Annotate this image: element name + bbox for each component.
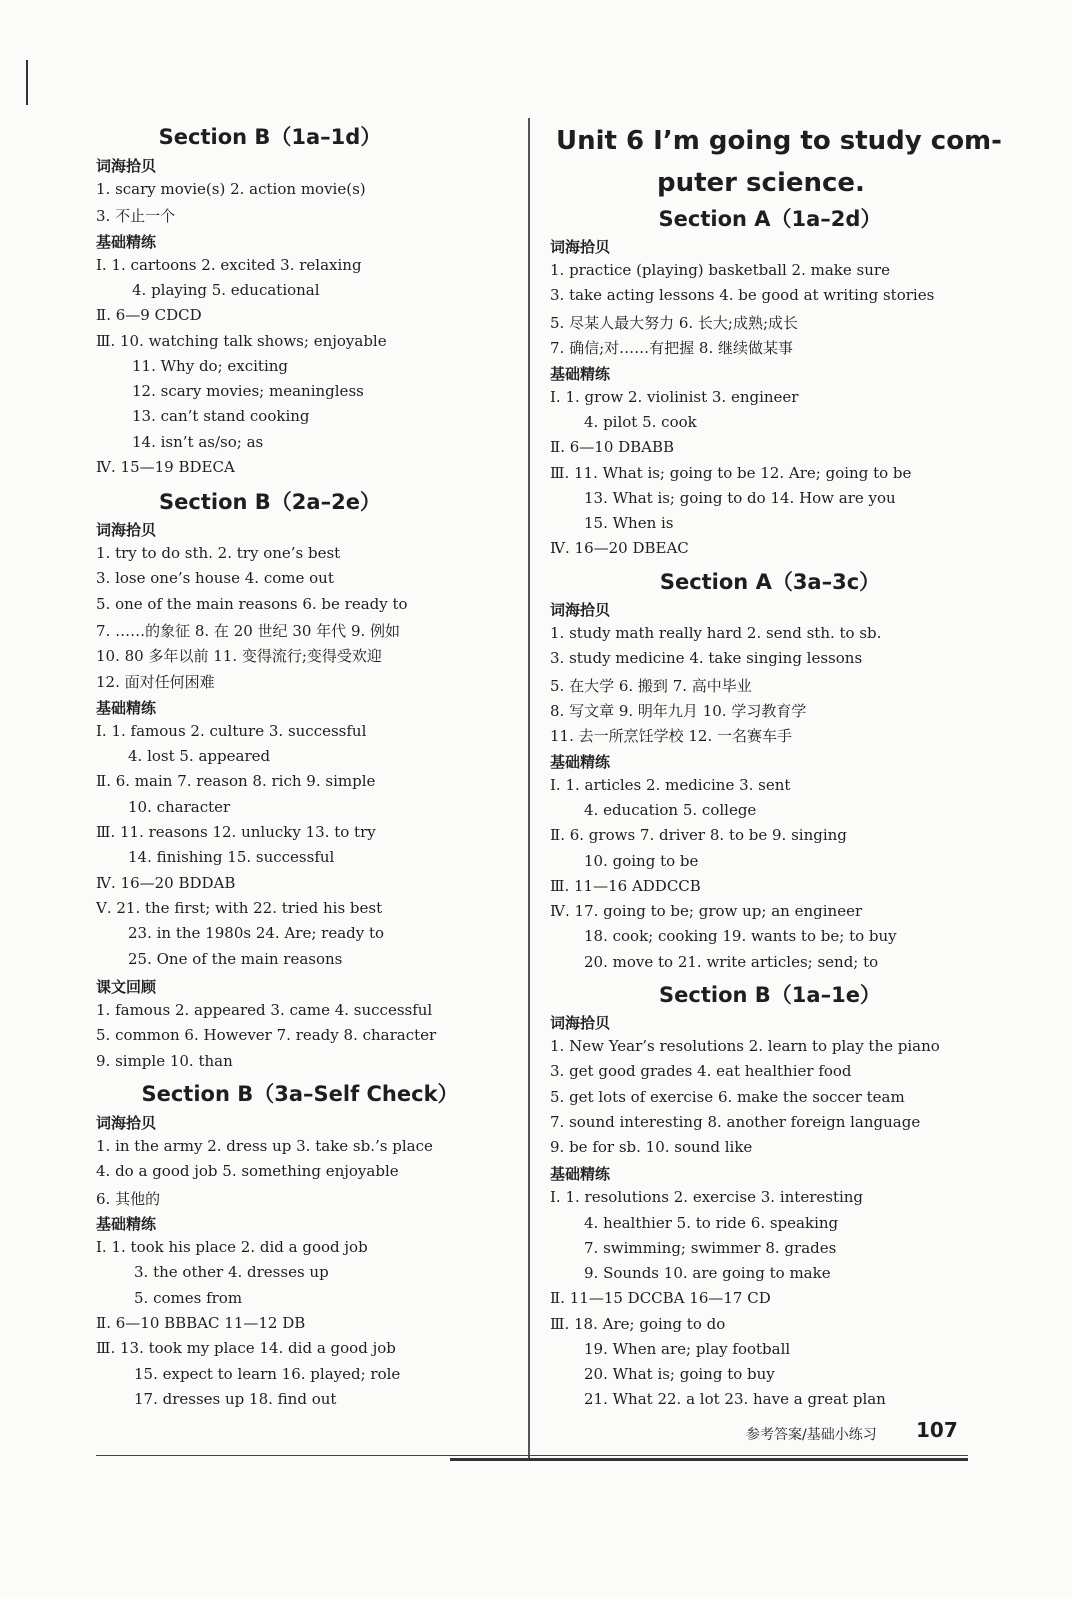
answer-line: 18. cook; cooking 19. wants to be; to buy [584, 927, 897, 945]
answer-line: 5. common 6. However 7. ready 8. character [96, 1026, 437, 1044]
answer-line: Ⅰ. 1. grow 2. violinist 3. engineer [550, 388, 799, 406]
answer-line: 20. What is; going to buy [584, 1365, 775, 1383]
answer-line: Ⅳ. 17. going to be; grow up; an engineer [550, 902, 863, 920]
answer-line: Ⅱ. 6. main 7. reason 8. rich 9. simple [96, 772, 376, 790]
answer-line: 4. lost 5. appeared [128, 747, 271, 765]
page-number: 107 [916, 1418, 958, 1442]
footer-caption: 参考答案/基础小练习 [746, 1427, 877, 1443]
answer-line: 11. 去一所烹饪学校 12. 一名赛车手 [550, 727, 793, 745]
answer-line: 4. playing 5. educational [132, 281, 320, 299]
answer-line: 15. expect to learn 16. played; role [134, 1365, 401, 1383]
answer-line: 1. study math really hard 2. send sth. to sb. [550, 624, 882, 642]
answer-line: Ⅰ. 1. cartoons 2. excited 3. relaxing [96, 256, 362, 274]
subheading: 词海拾贝 [550, 238, 611, 256]
section-title: Section B（1a–1d） [158, 125, 382, 149]
subheading: 词海拾贝 [550, 1014, 611, 1032]
answer-line: 9. simple 10. than [96, 1052, 233, 1070]
section-title: Section B（1a–1e） [659, 983, 881, 1007]
subheading: 词海拾贝 [96, 157, 157, 175]
answer-line: 10. 80 多年以前 11. 变得流行;变得受欢迎 [96, 647, 382, 665]
answer-line: Ⅴ. 21. the first; with 22. tried his best [96, 899, 383, 917]
answer-line: Ⅰ. 1. took his place 2. did a good job [96, 1238, 368, 1256]
unit-title: Unit 6 I’m going to study com- [556, 126, 1002, 156]
answer-line: 7. sound interesting 8. another foreign language [550, 1113, 921, 1131]
answer-line: 17. dresses up 18. find out [134, 1390, 337, 1408]
subheading: 基础精练 [550, 753, 611, 771]
answer-line: 15. When is [584, 514, 674, 532]
answer-line: Ⅱ. 6. grows 7. driver 8. to be 9. singing [550, 826, 847, 844]
subheading: 基础精练 [96, 699, 157, 717]
answer-line: Ⅰ. 1. famous 2. culture 3. successful [96, 722, 367, 740]
answer-line: Ⅲ. 11. What is; going to be 12. Are; going to be [550, 464, 912, 482]
section-title: Section B（3a–Self Check） [141, 1082, 459, 1106]
section-title: Section A（1a–2d） [658, 207, 882, 231]
answer-line: 4. education 5. college [584, 801, 757, 819]
answer-line: 21. What 22. a lot 23. have a great plan [584, 1390, 886, 1408]
answer-line: Ⅲ. 11—16 ADDCCB [550, 877, 701, 895]
answer-line: Ⅱ. 6—10 BBBAC 11—12 DB [96, 1314, 306, 1332]
answer-line: Ⅱ. 11—15 DCCBA 16—17 CD [550, 1289, 771, 1307]
subheading: 词海拾贝 [550, 601, 611, 619]
answer-line: 7. 确信;对……有把握 8. 继续做某事 [550, 339, 793, 357]
answer-line: 1. try to do sth. 2. try one’s best [96, 544, 341, 562]
subheading: 基础精练 [550, 1165, 611, 1183]
column-divider [528, 118, 530, 1458]
subheading: 词海拾贝 [96, 1114, 157, 1132]
answer-line: Ⅰ. 1. articles 2. medicine 3. sent [550, 776, 791, 794]
answer-line: 20. move to 21. write articles; send; to [584, 953, 879, 971]
answer-line: Ⅲ. 11. reasons 12. unlucky 13. to try [96, 823, 376, 841]
section-title: Section B（2a–2e） [159, 490, 381, 514]
unit-title-continued: puter science. [657, 168, 865, 198]
answer-line: 6. 其他的 [96, 1190, 161, 1208]
answer-line: 5. 尽某人最大努力 6. 长大;成熟;成长 [550, 314, 799, 332]
answer-line: 3. study medicine 4. take singing lessons [550, 649, 863, 667]
answer-line: 9. Sounds 10. are going to make [584, 1264, 831, 1282]
answer-line: Ⅳ. 16—20 BDDAB [96, 874, 236, 892]
subheading: 词海拾贝 [96, 521, 157, 539]
subheading: 课文回顾 [96, 978, 157, 996]
answer-line: 1. famous 2. appeared 3. came 4. successful [96, 1001, 433, 1019]
answer-line: 8. 写文章 9. 明年九月 10. 学习教育学 [550, 702, 807, 720]
answer-line: 4. pilot 5. cook [584, 413, 697, 431]
answer-line: 12. scary movies; meaningless [132, 382, 364, 400]
answer-line: 3. lose one’s house 4. come out [96, 569, 334, 587]
answer-line: 5. 在大学 6. 搬到 7. 高中毕业 [550, 677, 752, 695]
answer-line: 7. ……的象征 8. 在 20 世纪 30 年代 9. 例如 [96, 622, 401, 640]
answer-line: 3. 不止一个 [96, 207, 176, 225]
answer-line: 7. swimming; swimmer 8. grades [584, 1239, 837, 1257]
answer-line: Ⅳ. 16—20 DBEAC [550, 539, 689, 557]
page-edge-mark [26, 60, 28, 105]
subheading: 基础精练 [96, 1215, 157, 1233]
answer-line: 5. comes from [134, 1289, 243, 1307]
answer-line: Ⅱ. 6—10 DBABB [550, 438, 675, 456]
answer-line: 4. do a good job 5. something enjoyable [96, 1162, 399, 1180]
answer-line: 9. be for sb. 10. sound like [550, 1138, 753, 1156]
answer-line: 14. isn’t as/so; as [132, 433, 264, 451]
answer-line: 3. take acting lessons 4. be good at writing stories [550, 286, 935, 304]
answer-line: 12. 面对任何困难 [96, 673, 215, 691]
footer-rule [96, 1455, 968, 1456]
answer-line: 1. scary movie(s) 2. action movie(s) [96, 180, 366, 198]
answer-line: 23. in the 1980s 24. Are; ready to [128, 924, 385, 942]
answer-line: 1. New Year’s resolutions 2. learn to play the piano [550, 1037, 940, 1055]
answer-line: 1. practice (playing) basketball 2. make sure [550, 261, 890, 279]
answer-line: 1. in the army 2. dress up 3. take sb.’s place [96, 1137, 433, 1155]
answer-line: 14. finishing 15. successful [128, 848, 335, 866]
answer-line: Ⅱ. 6—9 CDCD [96, 306, 202, 324]
answer-line: 4. healthier 5. to ride 6. speaking [584, 1214, 839, 1232]
answer-line: Ⅲ. 10. watching talk shows; enjoyable [96, 332, 387, 350]
answer-line: 3. get good grades 4. eat healthier food [550, 1062, 852, 1080]
footer-rule-thick [450, 1458, 968, 1461]
answer-line: 13. What is; going to do 14. How are you [584, 489, 896, 507]
answer-line: Ⅲ. 18. Are; going to do [550, 1315, 726, 1333]
answer-line: 5. get lots of exercise 6. make the soccer team [550, 1088, 905, 1106]
answer-line: Ⅳ. 15—19 BDECA [96, 458, 235, 476]
subheading: 基础精练 [96, 233, 157, 251]
section-title: Section A（3a–3c） [659, 570, 881, 594]
answer-line: 19. When are; play football [584, 1340, 791, 1358]
answer-line: 5. one of the main reasons 6. be ready to [96, 595, 408, 613]
answer-line: 13. can’t stand cooking [132, 407, 310, 425]
answer-line: 10. character [128, 798, 231, 816]
subheading: 基础精练 [550, 365, 611, 383]
answer-line: 3. the other 4. dresses up [134, 1263, 329, 1281]
answer-line: 11. Why do; exciting [132, 357, 289, 375]
answer-line: 25. One of the main reasons [128, 950, 343, 968]
answer-line: 10. going to be [584, 852, 699, 870]
answer-line: Ⅲ. 13. took my place 14. did a good job [96, 1339, 396, 1357]
answer-line: Ⅰ. 1. resolutions 2. exercise 3. interesting [550, 1188, 864, 1206]
